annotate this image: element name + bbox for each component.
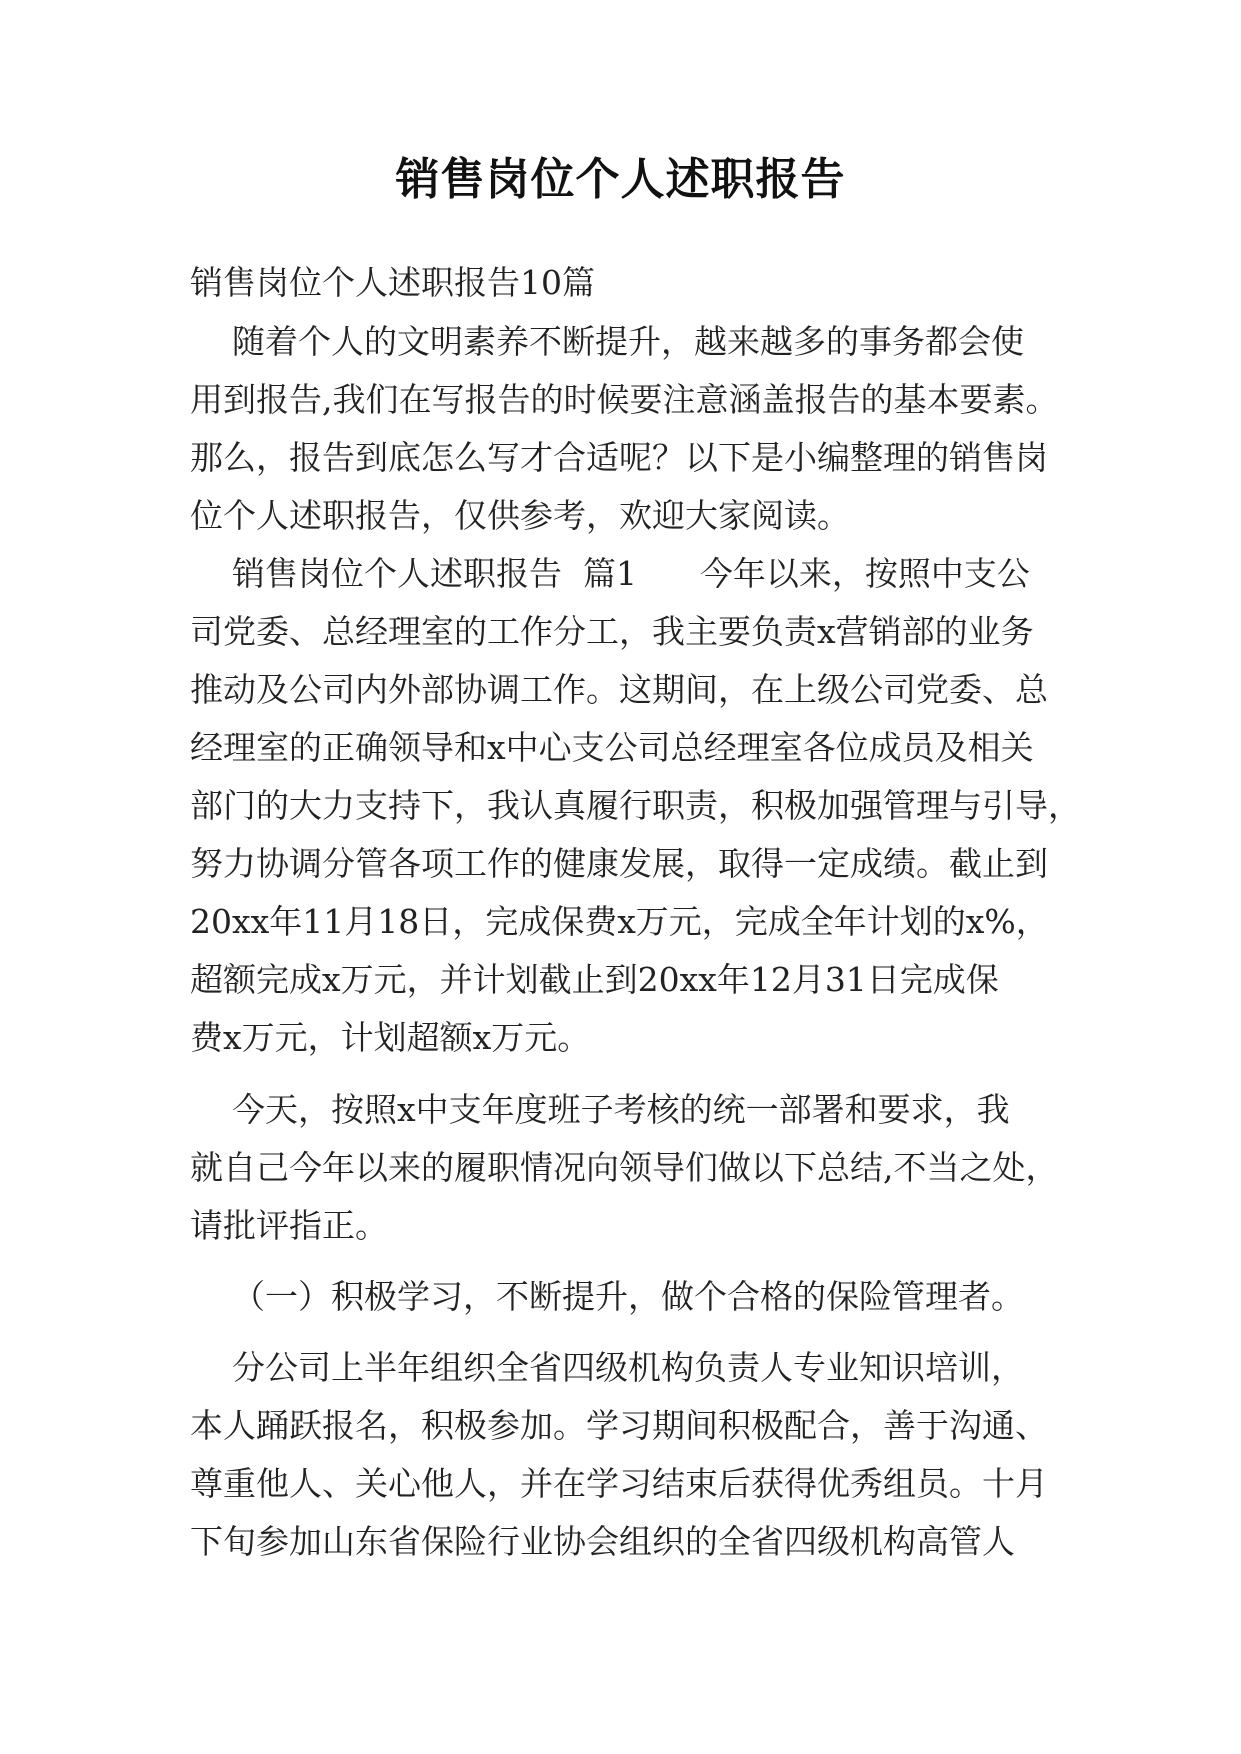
paragraph-line: 用到报告,我们在写报告的时候要注意涵盖报告的基本要素。 bbox=[190, 380, 1059, 419]
paragraph-line: 就自己今年以来的履职情况向领导们做以下总结,不当之处， bbox=[190, 1148, 1059, 1187]
page-title: 销售岗位个人述职报告 bbox=[395, 154, 846, 205]
paragraph-line: 那么，报告到底怎么写才合适呢？以下是小编整理的销售岗 bbox=[190, 438, 1048, 477]
paragraph-line: 20xx年11月18日，完成保费x万元，完成全年计划的x%， bbox=[190, 902, 1049, 941]
paragraph-line: 司党委、总经理室的工作分工，我主要负责x营销部的业务 bbox=[190, 612, 1034, 651]
paragraph-line: 费x万元，计划超额x万元。 bbox=[190, 1018, 591, 1057]
paragraph-line: 超额完成x万元，并计划截止到20xx年12月31日完成保 bbox=[190, 960, 999, 999]
paragraph-line: 本人踊跃报名，积极参加。学习期间积极配合，善于沟通、 bbox=[190, 1406, 1048, 1445]
paragraph-line: 今天，按照x中支年度班子考核的统一部署和要求，我 bbox=[190, 1090, 1010, 1129]
subtitle-line: 销售岗位个人述职报告10篇 bbox=[190, 263, 595, 302]
paragraph-line: 努力协调分管各项工作的健康发展，取得一定成绩。截止到 bbox=[190, 844, 1048, 883]
paragraph-line: 下旬参加山东省保险行业协会组织的全省四级机构高管人 bbox=[190, 1522, 1015, 1561]
paragraph-line: 销售岗位个人述职报告 篇1 今年以来，按照中支公 bbox=[190, 554, 1030, 593]
paragraph-line: 尊重他人、关心他人，并在学习结束后获得优秀组员。十月 bbox=[190, 1464, 1048, 1503]
paragraph-line: 部门的大力支持下，我认真履行职责，积极加强管理与引导， bbox=[190, 786, 1081, 825]
paragraph-line: 位个人述职报告，仅供参考，欢迎大家阅读。 bbox=[190, 496, 850, 535]
paragraph-line: 经理室的正确领导和x中心支公司总经理室各位成员及相关 bbox=[190, 728, 1034, 767]
paragraph-line: 分公司上半年组织全省四级机构负责人专业知识培训， bbox=[190, 1348, 1024, 1387]
section-heading-line: （一）积极学习，不断提升，做个合格的保险管理者。 bbox=[190, 1277, 1024, 1316]
paragraph-line: 随着个人的文明素养不断提升，越来越多的事务都会使 bbox=[190, 322, 1024, 361]
paragraph-line: 请批评指正。 bbox=[190, 1206, 388, 1245]
paragraph-line: 推动及公司内外部协调工作。这期间，在上级公司党委、总 bbox=[190, 670, 1048, 709]
